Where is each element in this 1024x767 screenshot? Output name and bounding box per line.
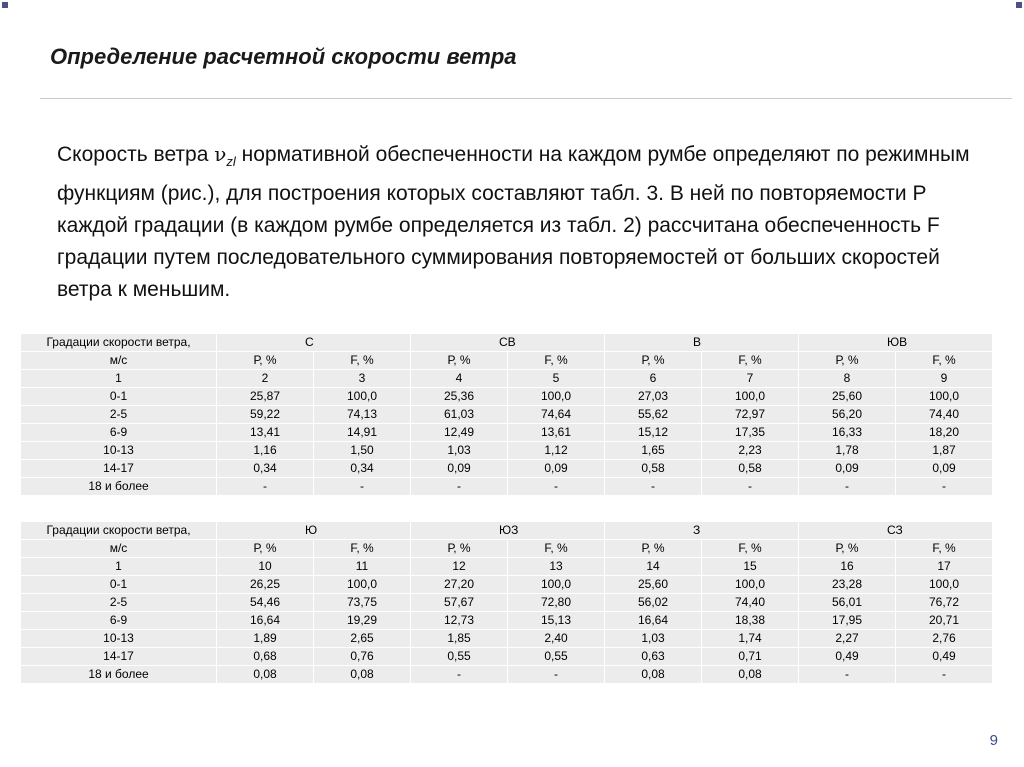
row-label-cell: 1 <box>21 558 217 576</box>
table-row <box>21 406 993 424</box>
row-label-cell: 2-5 <box>21 406 217 424</box>
table-cell: 100,0 <box>702 388 799 406</box>
table-cell: 26,25 <box>217 576 314 594</box>
table-cell: 17,95 <box>799 612 896 630</box>
table-cell: 74,40 <box>896 406 993 424</box>
table-cell: - <box>508 666 605 684</box>
row-label-cell: 14-17 <box>21 460 217 478</box>
table-cell: - <box>799 666 896 684</box>
direction-header: ЮВ <box>799 334 993 352</box>
table-cell: 15 <box>702 558 799 576</box>
title-divider <box>40 98 1012 99</box>
table-cell: 74,64 <box>508 406 605 424</box>
table-cell: 56,01 <box>799 594 896 612</box>
direction-header: СВ <box>411 334 605 352</box>
table-cell: - <box>605 478 702 496</box>
gradation-header-unit: м/с <box>21 352 217 370</box>
table-cell: 1,85 <box>411 630 508 648</box>
table-cell: 72,97 <box>702 406 799 424</box>
table-cell: 0,55 <box>508 648 605 666</box>
table-row <box>21 612 993 630</box>
table-cell: 12 <box>411 558 508 576</box>
table-row <box>21 424 993 442</box>
table-cell: 4 <box>411 370 508 388</box>
table-cell: 0,76 <box>314 648 411 666</box>
table-cell: - <box>411 478 508 496</box>
table-cell: 16 <box>799 558 896 576</box>
table-cell: 13 <box>508 558 605 576</box>
table-cell: 12,73 <box>411 612 508 630</box>
row-label-cell: 14-17 <box>21 648 217 666</box>
table-cell: - <box>411 666 508 684</box>
table-subheader-row <box>21 352 993 370</box>
table-cell: 0,08 <box>605 666 702 684</box>
table-cell: 18,20 <box>896 424 993 442</box>
table-cell: 0,58 <box>702 460 799 478</box>
table-cell: 15,12 <box>605 424 702 442</box>
row-label-cell: 2-5 <box>21 594 217 612</box>
table-cell: 7 <box>702 370 799 388</box>
table-cell: 0,55 <box>411 648 508 666</box>
table-cell: 0,09 <box>896 460 993 478</box>
table-cell: 18,38 <box>702 612 799 630</box>
slide-corner-marker-right <box>1016 2 1022 8</box>
table-cell: 20,71 <box>896 612 993 630</box>
table-cell: 1,78 <box>799 442 896 460</box>
table-cell: - <box>896 478 993 496</box>
table-cell: 74,40 <box>702 594 799 612</box>
table-cell: 100,0 <box>314 388 411 406</box>
column-subheader: Р, % <box>605 540 702 558</box>
wind-speed-symbol: ν <box>214 142 227 166</box>
table-row <box>21 594 993 612</box>
gradation-header-unit: м/с <box>21 540 217 558</box>
column-subheader: F, % <box>508 352 605 370</box>
row-label-cell: 10-13 <box>21 442 217 460</box>
table-cell: - <box>314 478 411 496</box>
table-row <box>21 576 993 594</box>
table-row <box>21 558 993 576</box>
table-cell: 25,60 <box>605 576 702 594</box>
table-cell: 0,49 <box>799 648 896 666</box>
table-cell: 0,63 <box>605 648 702 666</box>
table-cell: 100,0 <box>896 388 993 406</box>
table-cell: 16,64 <box>605 612 702 630</box>
table-cell: 23,28 <box>799 576 896 594</box>
column-subheader: F, % <box>896 540 993 558</box>
table-cell: - <box>702 478 799 496</box>
table-row <box>21 478 993 496</box>
table-cell: 10 <box>217 558 314 576</box>
table-cell: - <box>799 478 896 496</box>
table-cell: 17,35 <box>702 424 799 442</box>
table-cell: 19,29 <box>314 612 411 630</box>
table-cell: - <box>217 478 314 496</box>
table-cell: 0,09 <box>508 460 605 478</box>
column-subheader: Р, % <box>605 352 702 370</box>
table-cell: 0,08 <box>217 666 314 684</box>
table-cell: 72,80 <box>508 594 605 612</box>
column-subheader: F, % <box>508 540 605 558</box>
wind-table-1 <box>20 333 993 496</box>
table-cell: 25,60 <box>799 388 896 406</box>
table-cell: 100,0 <box>702 576 799 594</box>
table-row <box>21 370 993 388</box>
row-label-cell: 0-1 <box>21 576 217 594</box>
table-row <box>21 630 993 648</box>
column-subheader: Р, % <box>411 352 508 370</box>
table-header-row <box>21 334 993 352</box>
table-cell: 1,50 <box>314 442 411 460</box>
table-cell: 13,61 <box>508 424 605 442</box>
table-cell: 5 <box>508 370 605 388</box>
column-subheader: F, % <box>896 352 993 370</box>
table-cell: 8 <box>799 370 896 388</box>
table-cell: 73,75 <box>314 594 411 612</box>
table-cell: 9 <box>896 370 993 388</box>
row-label-cell: 1 <box>21 370 217 388</box>
body-paragraph <box>57 138 997 306</box>
slide-corner-marker-left <box>2 2 8 8</box>
table-cell: 0,08 <box>314 666 411 684</box>
table-cell: 14,91 <box>314 424 411 442</box>
column-subheader: F, % <box>314 540 411 558</box>
table-cell: 25,36 <box>411 388 508 406</box>
table-cell: 0,09 <box>799 460 896 478</box>
table-cell: 3 <box>314 370 411 388</box>
table-cell: 1,89 <box>217 630 314 648</box>
column-subheader: Р, % <box>411 540 508 558</box>
table-cell: 0,58 <box>605 460 702 478</box>
table-cell: 0,71 <box>702 648 799 666</box>
table-cell: 61,03 <box>411 406 508 424</box>
column-subheader: F, % <box>702 352 799 370</box>
table-row <box>21 388 993 406</box>
table-cell: 56,20 <box>799 406 896 424</box>
table-cell: 0,09 <box>411 460 508 478</box>
table-cell: 27,03 <box>605 388 702 406</box>
column-subheader: Р, % <box>799 352 896 370</box>
row-label-cell: 18 и более <box>21 478 217 496</box>
table-cell: 59,22 <box>217 406 314 424</box>
table-cell: 12,49 <box>411 424 508 442</box>
column-subheader: F, % <box>314 352 411 370</box>
row-label-cell: 6-9 <box>21 424 217 442</box>
column-subheader: Р, % <box>799 540 896 558</box>
direction-header: З <box>605 522 799 540</box>
table-cell: 0,49 <box>896 648 993 666</box>
wind-speed-subscript: zl <box>226 154 236 170</box>
table-header-row <box>21 522 993 540</box>
column-subheader: F, % <box>702 540 799 558</box>
table-cell: - <box>896 666 993 684</box>
table-cell: 54,46 <box>217 594 314 612</box>
table-cell: 56,02 <box>605 594 702 612</box>
table-cell: - <box>508 478 605 496</box>
table-cell: 1,03 <box>411 442 508 460</box>
wind-table-2 <box>20 521 993 684</box>
paragraph-text-rest: нормативной обеспеченности на каждом румбе определяют по режимным функциям (рис.), для построения которых составляют табл. 3. В ней по повторяемости Р каждой градации (в каждом румбе определяется из табл. 2) рассчитана обеспеченность F градации путем последовательного суммирования повторяемостей от больших скоростей ветра к меньшим. <box>57 143 970 302</box>
table-cell: 11 <box>314 558 411 576</box>
table-cell: 6 <box>605 370 702 388</box>
slide-title: Определение расчетной скорости ветра <box>50 44 517 69</box>
table-cell: 16,33 <box>799 424 896 442</box>
column-subheader: Р, % <box>217 352 314 370</box>
table-cell: 1,87 <box>896 442 993 460</box>
table-cell: 2,40 <box>508 630 605 648</box>
table-row <box>21 442 993 460</box>
direction-header: С <box>217 334 411 352</box>
table-cell: 1,74 <box>702 630 799 648</box>
row-label-cell: 18 и более <box>21 666 217 684</box>
row-label-cell: 0-1 <box>21 388 217 406</box>
table-cell: 15,13 <box>508 612 605 630</box>
table-cell: 2,65 <box>314 630 411 648</box>
table-cell: 55,62 <box>605 406 702 424</box>
direction-header: Ю <box>217 522 411 540</box>
direction-header: СЗ <box>799 522 993 540</box>
page-number: 9 <box>989 732 998 749</box>
table-row <box>21 460 993 478</box>
table-cell: 0,34 <box>314 460 411 478</box>
row-label-cell: 10-13 <box>21 630 217 648</box>
gradation-header-label: Градации скорости ветра, <box>21 334 217 352</box>
table-cell: 0,68 <box>217 648 314 666</box>
table-cell: 1,16 <box>217 442 314 460</box>
table-cell: 74,13 <box>314 406 411 424</box>
row-label-cell: 6-9 <box>21 612 217 630</box>
table-cell: 100,0 <box>896 576 993 594</box>
table-cell: 100,0 <box>508 388 605 406</box>
direction-header: В <box>605 334 799 352</box>
table-cell: 1,12 <box>508 442 605 460</box>
table-cell: 2,23 <box>702 442 799 460</box>
table-row <box>21 666 993 684</box>
table-subheader-row <box>21 540 993 558</box>
table-cell: 13,41 <box>217 424 314 442</box>
paragraph-text-start: Скорость ветра <box>57 143 215 166</box>
table-cell: 0,34 <box>217 460 314 478</box>
direction-header: ЮЗ <box>411 522 605 540</box>
table-row <box>21 648 993 666</box>
table-cell: 1,03 <box>605 630 702 648</box>
table-cell: 2,76 <box>896 630 993 648</box>
table-cell: 0,08 <box>702 666 799 684</box>
table-cell: 100,0 <box>508 576 605 594</box>
table-cell: 17 <box>896 558 993 576</box>
table-cell: 1,65 <box>605 442 702 460</box>
column-subheader: Р, % <box>217 540 314 558</box>
table-cell: 100,0 <box>314 576 411 594</box>
table-cell: 2 <box>217 370 314 388</box>
table-cell: 76,72 <box>896 594 993 612</box>
table-cell: 27,20 <box>411 576 508 594</box>
table-cell: 14 <box>605 558 702 576</box>
table-cell: 16,64 <box>217 612 314 630</box>
gradation-header-label: Градации скорости ветра, <box>21 522 217 540</box>
table-cell: 25,87 <box>217 388 314 406</box>
table-cell: 57,67 <box>411 594 508 612</box>
table-cell: 2,27 <box>799 630 896 648</box>
